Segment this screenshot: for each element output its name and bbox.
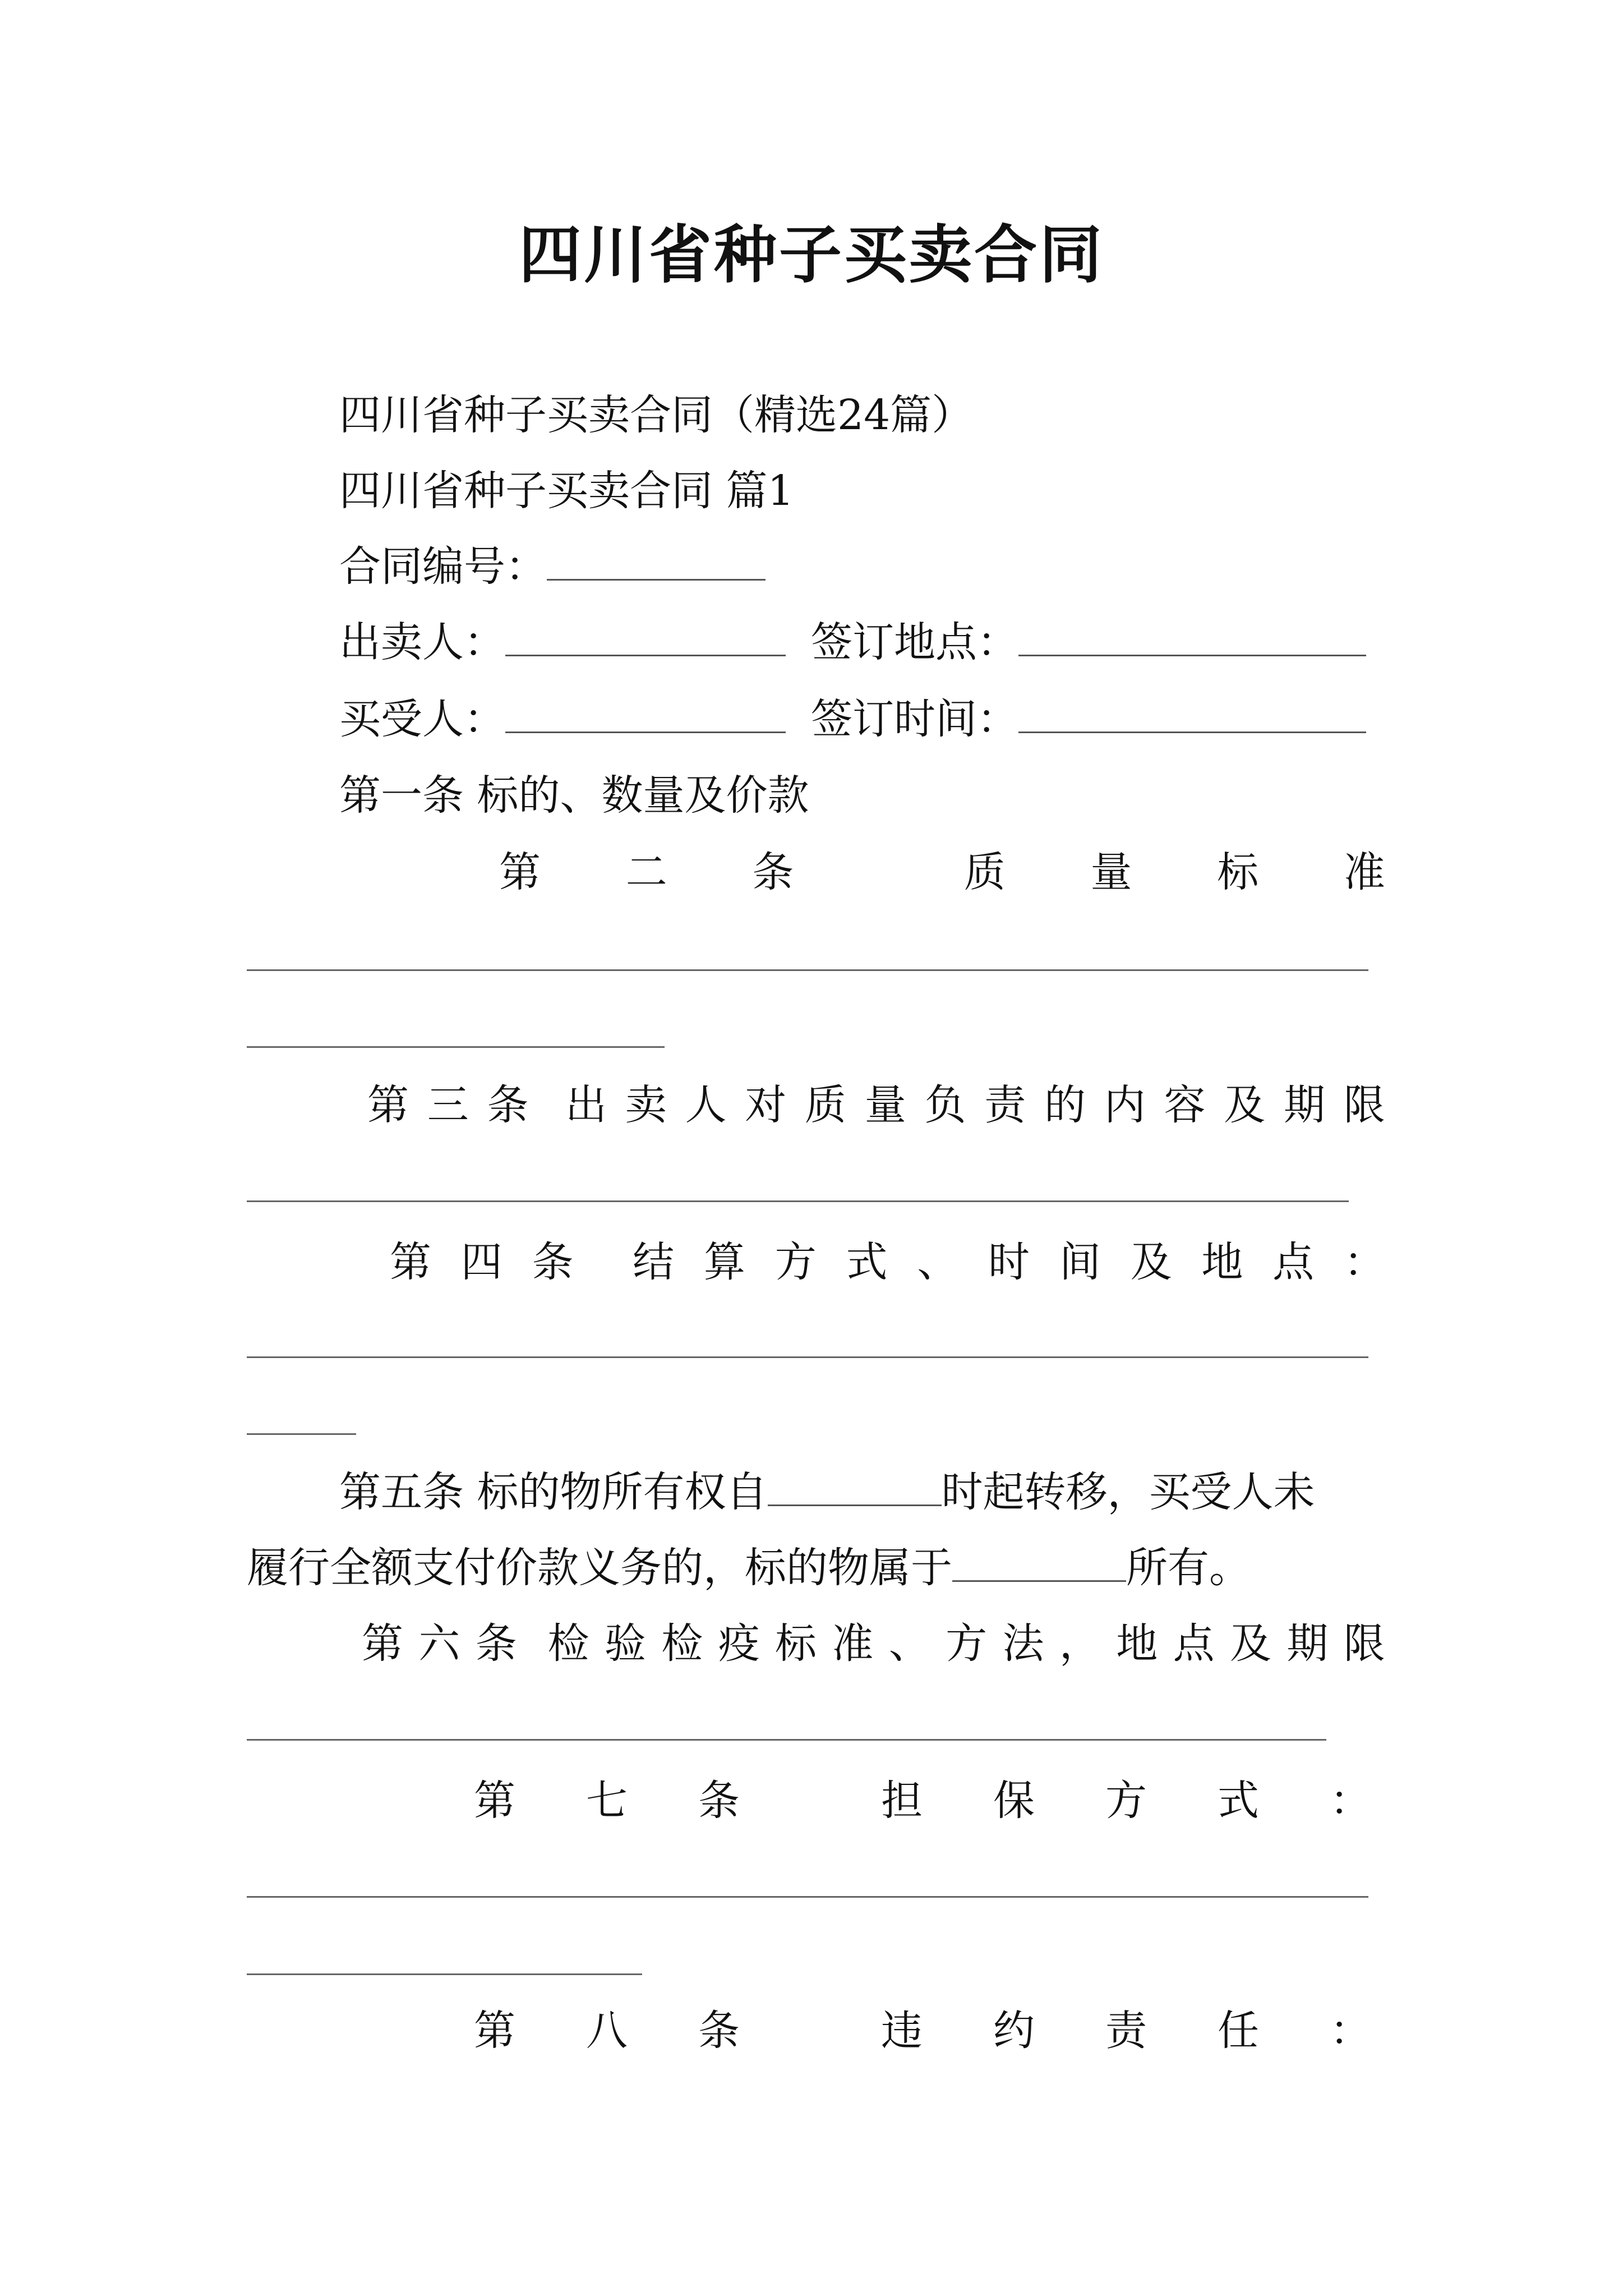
article-3-char: 量	[864, 1081, 906, 1129]
article-3-char: 的	[1044, 1081, 1086, 1129]
article-2-blank-line-1	[247, 969, 1368, 971]
article-7-char: 式	[1218, 1777, 1259, 1825]
article-3-char: 容	[1164, 1081, 1206, 1129]
article-7-char: 七	[586, 1777, 628, 1825]
article-5-line-2	[247, 1540, 1251, 1596]
article-7-char: 方	[1105, 1777, 1147, 1825]
article-6-char: 期	[1287, 1619, 1329, 1668]
article-6-char: 法	[1002, 1619, 1044, 1668]
article-3-char: 出	[565, 1081, 607, 1129]
article-6-char: 条	[475, 1619, 517, 1668]
article-7-char: ：	[1330, 1777, 1371, 1825]
article-5-part-a: 第五条 标的物所有权自	[339, 1468, 768, 1516]
article-4-char: ：	[1343, 1238, 1385, 1286]
article-4-char: 结	[633, 1238, 675, 1286]
article-2-char: 标	[1217, 848, 1259, 896]
article-3-char: 条	[487, 1081, 529, 1129]
article-6-char: 及	[1230, 1619, 1271, 1668]
article-4	[390, 1234, 1385, 1290]
article-2	[499, 844, 1385, 900]
article-3-char: 人	[685, 1081, 727, 1129]
article-4-char: 及	[1130, 1238, 1172, 1286]
article-4-char: 第	[390, 1238, 431, 1286]
article-2-char: 第	[499, 848, 541, 896]
article-8-char: 第	[474, 2007, 515, 2055]
article-8-char: 条	[698, 2007, 740, 2055]
article-4-char: 点	[1272, 1238, 1315, 1286]
article-1: 第一条 标的、数量及价款	[339, 771, 809, 820]
article-2-char: 质	[963, 848, 1006, 896]
article-6-char: 限	[1343, 1619, 1385, 1668]
article-8	[474, 2003, 1371, 2059]
article-4-blank-line-2	[247, 1433, 356, 1435]
article-2-char: 准	[1343, 848, 1385, 896]
article-4-blank-line-1	[247, 1356, 1368, 1358]
article-8-char: 违	[881, 2007, 923, 2055]
article-3-char: 负	[924, 1081, 966, 1129]
article-2-char: 量	[1090, 848, 1132, 896]
seller-row	[339, 614, 1366, 670]
article-7	[474, 1773, 1371, 1829]
article-7-blank-line-2	[247, 1973, 642, 1975]
article-2-char: 条	[752, 848, 794, 896]
article-6-char: 准	[832, 1619, 874, 1668]
article-6-char: 检	[661, 1619, 703, 1668]
article-6-char: 疫	[718, 1619, 760, 1668]
article-6-char: 、	[888, 1619, 930, 1668]
article-8-char: 责	[1105, 2007, 1147, 2055]
document-title: 四川省种子买卖合同	[519, 218, 1104, 292]
article-6-char: 标	[775, 1619, 817, 1668]
contract-number-blank	[547, 543, 766, 581]
article-8-char: 约	[993, 2007, 1035, 2055]
article-4-char: 式	[846, 1238, 888, 1286]
article-3-char: 卖	[625, 1081, 667, 1129]
contract-number-row	[339, 539, 766, 595]
seller-label: 出卖人：	[339, 618, 505, 666]
article-8-char: 任	[1218, 2007, 1259, 2055]
section-heading: 四川省种子买卖合同 篇1	[339, 467, 794, 515]
article-4-char: 间	[1059, 1238, 1101, 1286]
article-6-char: 点	[1173, 1619, 1215, 1668]
article-4-char: 四	[460, 1238, 502, 1286]
article-5-blank-2	[952, 1544, 1126, 1582]
buyer-label: 买受人：	[339, 695, 505, 743]
article-8-char: ：	[1330, 2007, 1371, 2055]
article-3-char: 内	[1104, 1081, 1146, 1129]
article-6-char: 验	[604, 1619, 646, 1668]
article-4-char: 、	[917, 1238, 959, 1286]
article-3-char: 质	[805, 1081, 846, 1129]
article-3-blank-line	[247, 1200, 1349, 1202]
article-6-char: 检	[547, 1619, 589, 1668]
article-6-char: 第	[362, 1619, 403, 1668]
sign-time-blank	[1018, 696, 1366, 733]
article-3-char: 三	[427, 1081, 469, 1129]
buyer-row	[339, 691, 1366, 747]
article-3-char: 对	[745, 1081, 787, 1129]
article-7-blank-line-1	[247, 1896, 1368, 1898]
article-6-blank-line	[247, 1739, 1326, 1741]
article-3-char: 责	[984, 1081, 1026, 1129]
article-6-char: ，	[1059, 1619, 1101, 1668]
article-3	[367, 1077, 1385, 1133]
seller-blank	[505, 619, 786, 656]
article-4-char: 方	[774, 1238, 817, 1286]
article-7-char: 第	[474, 1777, 515, 1825]
article-3-char: 第	[367, 1081, 409, 1129]
article-5-part-b: 时起转移，买受人未	[941, 1468, 1315, 1516]
article-3-char: 限	[1343, 1081, 1385, 1129]
document-subtitle: 四川省种子买卖合同（精选24篇）	[339, 391, 974, 439]
article-3-char: 及	[1224, 1081, 1266, 1129]
article-2-char: 二	[625, 848, 667, 896]
article-6-char: 方	[946, 1619, 988, 1668]
contract-number-label: 合同编号：	[339, 542, 547, 591]
article-2-blank-line-2	[247, 1046, 665, 1048]
article-4-char: 地	[1201, 1238, 1243, 1286]
sign-place-blank	[1018, 619, 1366, 656]
article-4-char: 条	[532, 1238, 574, 1286]
article-7-char: 担	[881, 1777, 923, 1825]
article-6	[362, 1616, 1385, 1672]
article-7-char: 保	[993, 1777, 1035, 1825]
article-6-char: 六	[418, 1619, 460, 1668]
article-7-char: 条	[698, 1777, 740, 1825]
article-5-line-1	[339, 1464, 1315, 1520]
article-6-char: 地	[1116, 1619, 1158, 1668]
article-4-char: 算	[703, 1238, 745, 1286]
buyer-blank	[505, 696, 786, 733]
sign-time-label: 签订时间：	[811, 695, 1018, 743]
article-8-char: 八	[586, 2007, 628, 2055]
article-4-char: 时	[988, 1238, 1030, 1286]
article-5-part-c: 履行全额支付价款义务的，标的物属于	[247, 1544, 952, 1592]
article-5-part-d: 所有。	[1126, 1544, 1251, 1592]
article-5-blank-1	[768, 1469, 942, 1506]
sign-place-label: 签订地点：	[811, 618, 1018, 666]
article-3-char: 期	[1284, 1081, 1325, 1129]
